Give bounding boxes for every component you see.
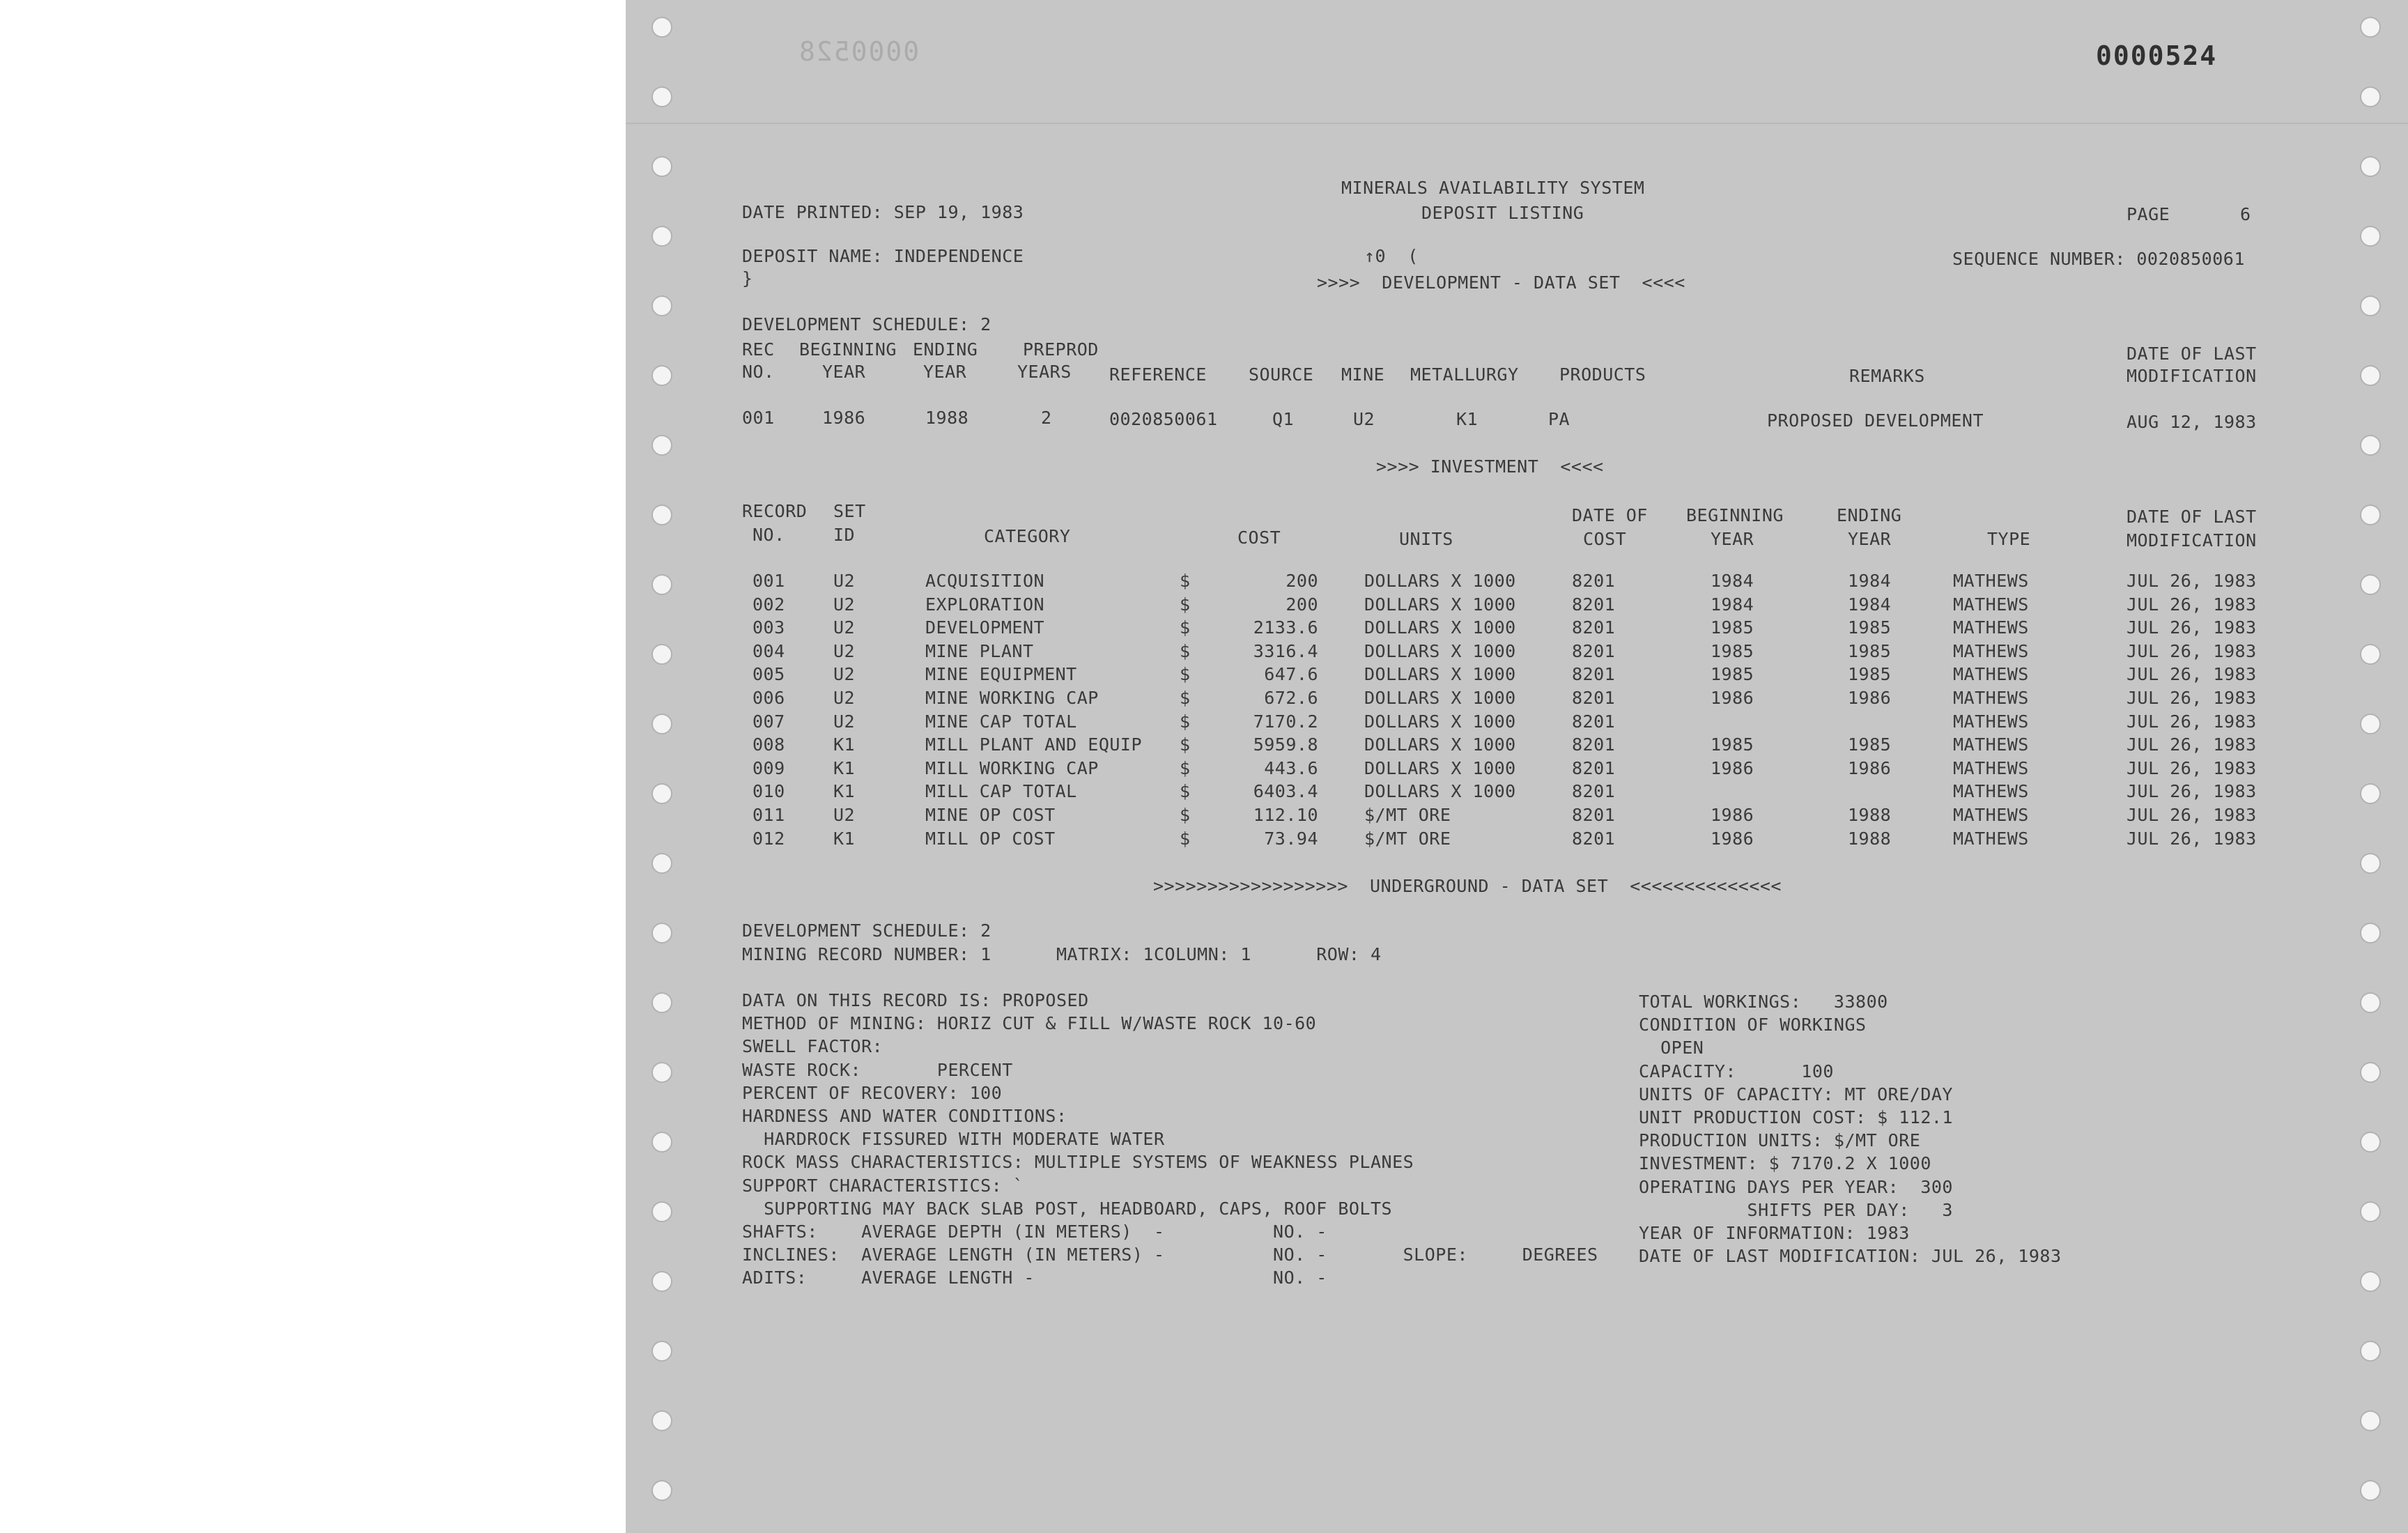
dev-col-ending-year: YEAR <box>923 362 967 382</box>
feed-hole <box>2360 1480 2381 1501</box>
inv-cell-set: U2 <box>833 594 856 615</box>
inv-cell-modification: JUL 26, 1983 <box>2127 688 2257 708</box>
inv-cell-cost: 647.6 <box>1264 664 1318 684</box>
underground-left-line: ADITS: AVERAGE LENGTH - NO. - <box>742 1268 1327 1288</box>
inv-cell-units: DOLLARS X 1000 <box>1364 641 1516 661</box>
inv-cell-units: DOLLARS X 1000 <box>1364 617 1516 638</box>
inv-cell-set: U2 <box>833 641 856 661</box>
inv-cell-units: $/MT ORE <box>1364 805 1451 825</box>
feed-hole <box>2360 783 2381 804</box>
feed-hole <box>2360 923 2381 943</box>
underground-left-line: DATA ON THIS RECORD IS: PROPOSED <box>742 990 1089 1010</box>
dev-col-modification: MODIFICATION <box>2127 366 2257 386</box>
inv-cell-category: MINE EQUIPMENT <box>925 664 1077 684</box>
inv-cell-ending: 1985 <box>1848 641 1892 661</box>
inv-cell-beginning: 1986 <box>1711 829 1754 849</box>
inv-cell-category: MILL OP COST <box>925 829 1056 849</box>
inv-col-ending-year: YEAR <box>1848 529 1892 549</box>
bleed-through-number: 0000528 <box>798 36 920 67</box>
dev-row-source: Q1 <box>1272 409 1295 429</box>
inv-cell-date-cost: 8201 <box>1572 734 1616 755</box>
feed-hole <box>651 17 672 38</box>
inv-cell-ending: 1985 <box>1848 664 1892 684</box>
feed-hole <box>651 1062 672 1083</box>
underground-left-line: WASTE ROCK: PERCENT <box>742 1060 1013 1080</box>
inv-cell-set: K1 <box>833 781 856 801</box>
inv-cell-category: MILL WORKING CAP <box>925 758 1099 778</box>
inv-cell-units: DOLLARS X 1000 <box>1364 711 1516 732</box>
inv-cell-ending: 1988 <box>1848 805 1892 825</box>
inv-cell-modification: JUL 26, 1983 <box>2127 594 2257 615</box>
inv-cell-beginning: 1986 <box>1711 758 1754 778</box>
inv-cell-dollar: $ <box>1180 711 1191 732</box>
dev-row-date: AUG 12, 1983 <box>2127 412 2257 432</box>
dev-row-ending: 1988 <box>925 408 969 428</box>
system-title: MINERALS AVAILABILITY SYSTEM <box>1341 178 1645 198</box>
inv-cell-dollar: $ <box>1180 829 1191 849</box>
inv-cell-units: DOLLARS X 1000 <box>1364 688 1516 708</box>
investment-banner: >>>> INVESTMENT <<<< <box>1376 456 1604 477</box>
inv-cell-ending: 1985 <box>1848 734 1892 755</box>
inv-cell-modification: JUL 26, 1983 <box>2127 571 2257 591</box>
inv-cell-rec: 008 <box>752 734 785 755</box>
inv-cell-cost: 672.6 <box>1264 688 1318 708</box>
feed-hole <box>2360 853 2381 874</box>
inv-cell-type: MATHEWS <box>1953 664 2029 684</box>
inv-cell-rec: 011 <box>752 805 785 825</box>
inv-cell-dollar: $ <box>1180 758 1191 778</box>
inv-cell-dollar: $ <box>1180 688 1191 708</box>
inv-cell-date-cost: 8201 <box>1572 781 1616 801</box>
dev-col-date-of-last: DATE OF LAST <box>2127 344 2257 364</box>
feed-hole <box>2360 226 2381 247</box>
deposit-name: DEPOSIT NAME: INDEPENDENCE <box>742 246 1024 266</box>
feed-hole <box>651 1201 672 1222</box>
inv-cell-category: MILL CAP TOTAL <box>925 781 1077 801</box>
inv-col-category: CATEGORY <box>984 526 1071 546</box>
feed-hole <box>651 1271 672 1292</box>
feed-hole <box>2360 1132 2381 1153</box>
feed-hole <box>2360 992 2381 1013</box>
inv-cell-date-cost: 8201 <box>1572 664 1616 684</box>
inv-cell-cost: 73.94 <box>1264 829 1318 849</box>
inv-cell-units: DOLLARS X 1000 <box>1364 664 1516 684</box>
underground-right-line: CAPACITY: 100 <box>1639 1061 1834 1081</box>
dev-row-preprod: 2 <box>1041 408 1052 428</box>
underground-right-line: UNITS OF CAPACITY: MT ORE/DAY <box>1639 1084 1953 1104</box>
dev-row-reference: 0020850061 <box>1109 409 1218 429</box>
inv-cell-ending: 1988 <box>1848 829 1892 849</box>
feed-hole <box>651 156 672 177</box>
underground-right-line: YEAR OF INFORMATION: 1983 <box>1639 1223 1910 1243</box>
inv-cell-date-cost: 8201 <box>1572 594 1616 615</box>
inv-col-date-of-last: DATE OF LAST <box>2127 507 2257 527</box>
underground-left-line: METHOD OF MINING: HORIZ CUT & FILL W/WASTE ROCK 10-60 <box>742 1013 1317 1033</box>
inv-cell-rec: 009 <box>752 758 785 778</box>
dev-col-no: NO. <box>742 362 775 382</box>
inv-cell-set: U2 <box>833 571 856 591</box>
inv-cell-rec: 005 <box>752 664 785 684</box>
feed-hole <box>2360 17 2381 38</box>
inv-cell-type: MATHEWS <box>1953 594 2029 615</box>
inv-cell-ending: 1984 <box>1848 594 1892 615</box>
underground-left-line: PERCENT OF RECOVERY: 100 <box>742 1083 1003 1103</box>
underground-left-line: HARDROCK FISSURED WITH MODERATE WATER <box>742 1129 1165 1149</box>
inv-col-record: RECORD <box>742 501 808 521</box>
feed-hole <box>651 504 672 525</box>
dev-col-remarks: REMARKS <box>1849 366 1925 386</box>
underground-right-line: OPERATING DAYS PER YEAR: 300 <box>1639 1177 1953 1197</box>
inv-cell-beginning: 1985 <box>1711 617 1754 638</box>
inv-cell-units: DOLLARS X 1000 <box>1364 734 1516 755</box>
dev-col-ending: ENDING <box>913 339 978 360</box>
inv-cell-set: U2 <box>833 805 856 825</box>
feed-hole <box>2360 156 2381 177</box>
inv-col-ending: ENDING <box>1837 505 1902 525</box>
inv-col-cost: COST <box>1237 527 1281 548</box>
inv-cell-modification: JUL 26, 1983 <box>2127 758 2257 778</box>
inv-cell-dollar: $ <box>1180 734 1191 755</box>
inv-col-record-no: NO. <box>752 525 785 545</box>
dev-col-products: PRODUCTS <box>1559 364 1646 385</box>
inv-cell-rec: 002 <box>752 594 785 615</box>
dev-col-metallurgy: METALLURGY <box>1410 364 1519 385</box>
inv-cell-modification: JUL 26, 1983 <box>2127 711 2257 732</box>
feed-hole <box>651 295 672 316</box>
dev-col-source: SOURCE <box>1249 364 1314 385</box>
inv-cell-category: ACQUISITION <box>925 571 1045 591</box>
dev-row-rec: 001 <box>742 408 775 428</box>
underground-left-line: SHAFTS: AVERAGE DEPTH (IN METERS) - NO. - <box>742 1222 1327 1242</box>
inv-cell-ending: 1986 <box>1848 758 1892 778</box>
inv-cell-set: K1 <box>833 734 856 755</box>
inv-cell-units: DOLLARS X 1000 <box>1364 758 1516 778</box>
feed-hole <box>2360 1410 2381 1431</box>
document-number: 0000524 <box>2096 40 2218 71</box>
inv-cell-beginning: 1984 <box>1711 594 1754 615</box>
feed-hole <box>651 923 672 943</box>
stray-mark: ↑0 ( <box>1364 246 1419 266</box>
dev-row-remarks: PROPOSED DEVELOPMENT <box>1767 410 1984 431</box>
underground-right-line: SHIFTS PER DAY: 3 <box>1639 1200 1953 1220</box>
dev-row-mine: U2 <box>1353 409 1375 429</box>
feed-hole <box>651 1410 672 1431</box>
underground-banner: >>>>>>>>>>>>>>>>>> UNDERGROUND - DATA SET <<<<<<<<<<<<<< <box>1153 876 1782 896</box>
inv-cell-ending: 1984 <box>1848 571 1892 591</box>
inv-cell-category: MILL PLANT AND EQUIP <box>925 734 1143 755</box>
inv-cell-dollar: $ <box>1180 805 1191 825</box>
inv-cell-dollar: $ <box>1180 664 1191 684</box>
inv-cell-set: U2 <box>833 617 856 638</box>
dev-col-beginning: BEGINNING <box>799 339 897 360</box>
feed-hole <box>2360 1341 2381 1362</box>
feed-hole <box>2360 435 2381 456</box>
underground-right-line: OPEN <box>1639 1038 1704 1058</box>
inv-cell-modification: JUL 26, 1983 <box>2127 617 2257 638</box>
inv-cell-rec: 010 <box>752 781 785 801</box>
inv-cell-type: MATHEWS <box>1953 711 2029 732</box>
feed-hole <box>651 226 672 247</box>
feed-hole <box>651 365 672 386</box>
inv-cell-cost: 6403.4 <box>1253 781 1318 801</box>
underground-right-line: TOTAL WORKINGS: 33800 <box>1639 992 1888 1012</box>
inv-cell-date-cost: 8201 <box>1572 571 1616 591</box>
inv-cell-category: EXPLORATION <box>925 594 1045 615</box>
inv-cell-beginning: 1985 <box>1711 641 1754 661</box>
dev-col-mine: MINE <box>1341 364 1385 385</box>
inv-cell-type: MATHEWS <box>1953 617 2029 638</box>
inv-cell-category: MINE WORKING CAP <box>925 688 1099 708</box>
inv-cell-date-cost: 8201 <box>1572 758 1616 778</box>
inv-cell-cost: 3316.4 <box>1253 641 1318 661</box>
feed-hole <box>2360 644 2381 665</box>
inv-cell-beginning: 1986 <box>1711 688 1754 708</box>
development-banner: >>>> DEVELOPMENT - DATA SET <<<< <box>1317 272 1685 293</box>
feed-hole <box>651 574 672 595</box>
inv-col-set: SET <box>833 501 866 521</box>
inv-cell-date-cost: 8201 <box>1572 641 1616 661</box>
underground-left-line: SWELL FACTOR: <box>742 1036 883 1056</box>
inv-cell-type: MATHEWS <box>1953 758 2029 778</box>
underground-right-line: UNIT PRODUCTION COST: $ 112.1 <box>1639 1107 1953 1127</box>
inv-col-units: UNITS <box>1399 529 1453 549</box>
inv-col-date-of-cost: COST <box>1583 529 1627 549</box>
inv-cell-cost: 2133.6 <box>1253 617 1318 638</box>
feed-hole <box>651 853 672 874</box>
dev-col-beginning-year: YEAR <box>822 362 866 382</box>
dev-col-preprod: PREPROD <box>1023 339 1099 360</box>
mining-record-line: MINING RECORD NUMBER: 1 MATRIX: 1COLUMN: 1 ROW: 4 <box>742 944 1382 964</box>
feed-hole <box>651 1480 672 1501</box>
feed-hole <box>2360 574 2381 595</box>
inv-cell-type: MATHEWS <box>1953 805 2029 825</box>
underground-right-line: INVESTMENT: $ 7170.2 X 1000 <box>1639 1153 1931 1173</box>
inv-cell-category: MINE CAP TOTAL <box>925 711 1077 732</box>
inv-cell-modification: JUL 26, 1983 <box>2127 781 2257 801</box>
inv-cell-cost: 112.10 <box>1253 805 1318 825</box>
underground-left-line: SUPPORTING MAY BACK SLAB POST, HEADBOARD, CAPS, ROOF BOLTS <box>742 1199 1393 1219</box>
date-printed: DATE PRINTED: SEP 19, 1983 <box>742 202 1024 222</box>
inv-cell-dollar: $ <box>1180 594 1191 615</box>
dev-col-preprod-years: YEARS <box>1017 362 1072 382</box>
inv-cell-rec: 007 <box>752 711 785 732</box>
inv-col-beginning-year: YEAR <box>1711 529 1754 549</box>
inv-cell-units: DOLLARS X 1000 <box>1364 781 1516 801</box>
inv-cell-set: K1 <box>833 758 856 778</box>
dev-col-reference: REFERENCE <box>1109 364 1207 385</box>
feed-hole <box>2360 1062 2381 1083</box>
inv-cell-beginning: 1985 <box>1711 664 1754 684</box>
inv-cell-type: MATHEWS <box>1953 688 2029 708</box>
inv-cell-beginning: 1985 <box>1711 734 1754 755</box>
inv-cell-modification: JUL 26, 1983 <box>2127 734 2257 755</box>
inv-cell-beginning: 1986 <box>1711 805 1754 825</box>
underground-left-line: INCLINES: AVERAGE LENGTH (IN METERS) - NO. - SLOPE: DEGREES <box>742 1245 1598 1265</box>
inv-cell-rec: 001 <box>752 571 785 591</box>
inv-cell-category: MINE PLANT <box>925 641 1034 661</box>
inv-cell-cost: 200 <box>1286 571 1318 591</box>
feed-hole <box>2360 1201 2381 1222</box>
inv-cell-category: MINE OP COST <box>925 805 1056 825</box>
inv-cell-cost: 5959.8 <box>1253 734 1318 755</box>
inv-cell-set: U2 <box>833 664 856 684</box>
feed-hole <box>2360 504 2381 525</box>
inv-cell-beginning: 1984 <box>1711 571 1754 591</box>
inv-cell-modification: JUL 26, 1983 <box>2127 641 2257 661</box>
inv-cell-units: DOLLARS X 1000 <box>1364 594 1516 615</box>
inv-col-modification: MODIFICATION <box>2127 530 2257 550</box>
feed-hole <box>651 992 672 1013</box>
feed-hole <box>651 1341 672 1362</box>
dev-row-products: PA <box>1548 409 1570 429</box>
inv-cell-units: DOLLARS X 1000 <box>1364 571 1516 591</box>
inv-cell-units: $/MT ORE <box>1364 829 1451 849</box>
inv-cell-dollar: $ <box>1180 617 1191 638</box>
inv-cell-date-cost: 8201 <box>1572 805 1616 825</box>
inv-cell-modification: JUL 26, 1983 <box>2127 664 2257 684</box>
inv-col-type: TYPE <box>1987 529 2031 549</box>
feed-hole <box>2360 365 2381 386</box>
underground-left-line: SUPPORT CHARACTERISTICS: ` <box>742 1176 1024 1196</box>
inv-cell-dollar: $ <box>1180 781 1191 801</box>
inv-cell-type: MATHEWS <box>1953 734 2029 755</box>
inv-cell-date-cost: 8201 <box>1572 688 1616 708</box>
page-label: PAGE <box>2127 204 2170 224</box>
brace-mark: } <box>742 268 753 288</box>
inv-cell-ending: 1986 <box>1848 688 1892 708</box>
inv-cell-ending: 1985 <box>1848 617 1892 638</box>
inv-cell-cost: 7170.2 <box>1253 711 1318 732</box>
feed-hole <box>2360 714 2381 734</box>
inv-cell-date-cost: 8201 <box>1572 617 1616 638</box>
feed-hole <box>651 644 672 665</box>
inv-cell-dollar: $ <box>1180 641 1191 661</box>
inv-cell-type: MATHEWS <box>1953 781 2029 801</box>
inv-cell-rec: 003 <box>752 617 785 638</box>
inv-cell-cost: 200 <box>1286 594 1318 615</box>
inv-cell-category: DEVELOPMENT <box>925 617 1045 638</box>
inv-cell-set: K1 <box>833 829 856 849</box>
inv-cell-rec: 004 <box>752 641 785 661</box>
inv-cell-rec: 012 <box>752 829 785 849</box>
feed-hole <box>651 783 672 804</box>
inv-cell-date-cost: 8201 <box>1572 711 1616 732</box>
underground-right-line: CONDITION OF WORKINGS <box>1639 1015 1867 1035</box>
inv-cell-date-cost: 8201 <box>1572 829 1616 849</box>
underground-right-line: DATE OF LAST MODIFICATION: JUL 26, 1983 <box>1639 1246 2062 1266</box>
feed-hole <box>651 86 672 107</box>
inv-cell-type: MATHEWS <box>1953 641 2029 661</box>
sequence-number: SEQUENCE NUMBER: 0020850061 <box>1952 249 2245 269</box>
feed-hole <box>2360 86 2381 107</box>
underground-right-line: PRODUCTION UNITS: $/MT ORE <box>1639 1130 1921 1150</box>
inv-cell-modification: JUL 26, 1983 <box>2127 829 2257 849</box>
inv-cell-cost: 443.6 <box>1264 758 1318 778</box>
feed-hole <box>651 435 672 456</box>
inv-cell-dollar: $ <box>1180 571 1191 591</box>
inv-col-date-of: DATE OF <box>1572 505 1648 525</box>
underground-left-line: ROCK MASS CHARACTERISTICS: MULTIPLE SYSTEMS OF WEAKNESS PLANES <box>742 1152 1414 1172</box>
feed-hole <box>2360 295 2381 316</box>
dev-col-rec: REC <box>742 339 775 360</box>
underground-schedule: DEVELOPMENT SCHEDULE: 2 <box>742 920 991 941</box>
inv-col-beginning: BEGINNING <box>1686 505 1784 525</box>
dev-row-metallurgy: K1 <box>1456 409 1479 429</box>
inv-cell-set: U2 <box>833 688 856 708</box>
underground-left-line: HARDNESS AND WATER CONDITIONS: <box>742 1106 1067 1126</box>
development-schedule: DEVELOPMENT SCHEDULE: 2 <box>742 314 991 334</box>
inv-cell-rec: 006 <box>752 688 785 708</box>
listing-title: DEPOSIT LISTING <box>1421 203 1584 223</box>
inv-col-set-id: ID <box>833 525 856 545</box>
inv-cell-modification: JUL 26, 1983 <box>2127 805 2257 825</box>
feed-hole <box>651 1132 672 1153</box>
feed-hole <box>2360 1271 2381 1292</box>
inv-cell-type: MATHEWS <box>1953 829 2029 849</box>
inv-cell-type: MATHEWS <box>1953 571 2029 591</box>
feed-hole <box>651 714 672 734</box>
inv-cell-set: U2 <box>833 711 856 732</box>
page-number: 6 <box>2240 204 2251 224</box>
dev-row-beginning: 1986 <box>822 408 866 428</box>
perforation-line <box>626 123 2408 124</box>
